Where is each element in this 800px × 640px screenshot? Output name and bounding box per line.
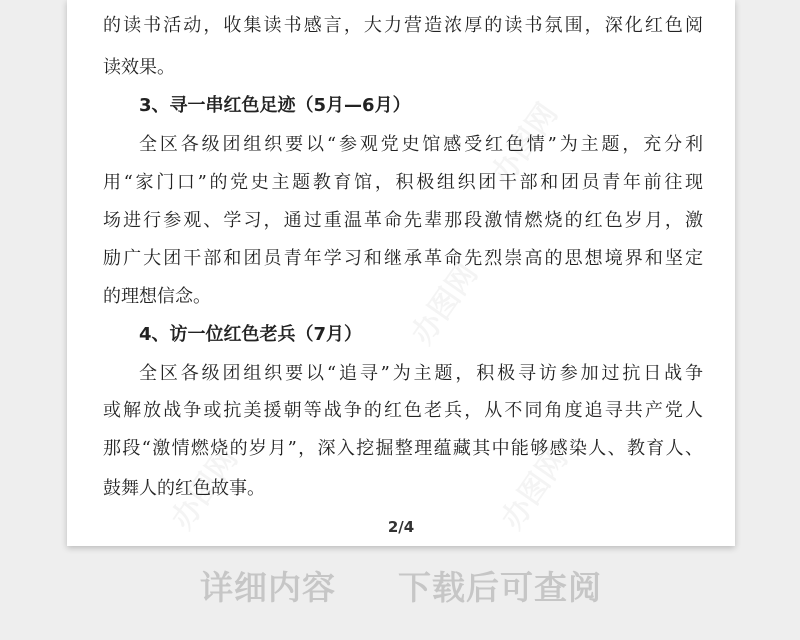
paragraph-line: 励广大团干部和团员青年学习和继承革命先烈崇高的思想境界和坚定 <box>103 248 703 269</box>
paragraph-line: 鼓舞人的红色故事。 <box>103 478 265 499</box>
paragraph-line: 全区各级团组织要以“参观党史馆感受红色情”为主题，充分利 <box>139 134 703 155</box>
paragraph-line: 的读书活动，收集读书感言，大力营造浓厚的读书氛围，深化红色阅 <box>103 15 703 36</box>
paragraph-line: 或解放战争或抗美援朝等战争的红色老兵，从不同角度追寻共产党人 <box>103 400 703 421</box>
document-page <box>67 0 735 546</box>
paragraph-line: 读效果。 <box>103 57 175 78</box>
paragraph-line: 的理想信念。 <box>103 286 211 307</box>
footer-bar <box>0 562 800 612</box>
page-number: 2/4 <box>387 518 415 536</box>
paragraph-line: 那段“激情燃烧的岁月”，深入挖掘整理蕴藏其中能够感染人、教育人、 <box>103 438 703 459</box>
paragraph-line: 场进行参观、学习，通过重温革命先辈那段激情燃烧的红色岁月，激 <box>103 210 703 231</box>
section-heading: 4、访一位红色老兵（7月） <box>139 324 363 345</box>
paragraph-line: 全区各级团组织要以“追寻”为主题，积极寻访参加过抗日战争 <box>139 363 703 384</box>
download-link[interactable]: 下载后可查阅 <box>398 568 602 607</box>
paragraph-line: 用“家门口”的党史主题教育馆，积极组织团干部和团员青年前往现 <box>103 172 703 193</box>
section-heading: 3、寻一串红色足迹（5月—6月） <box>139 95 411 116</box>
details-link[interactable]: 详细内容 <box>200 568 336 607</box>
